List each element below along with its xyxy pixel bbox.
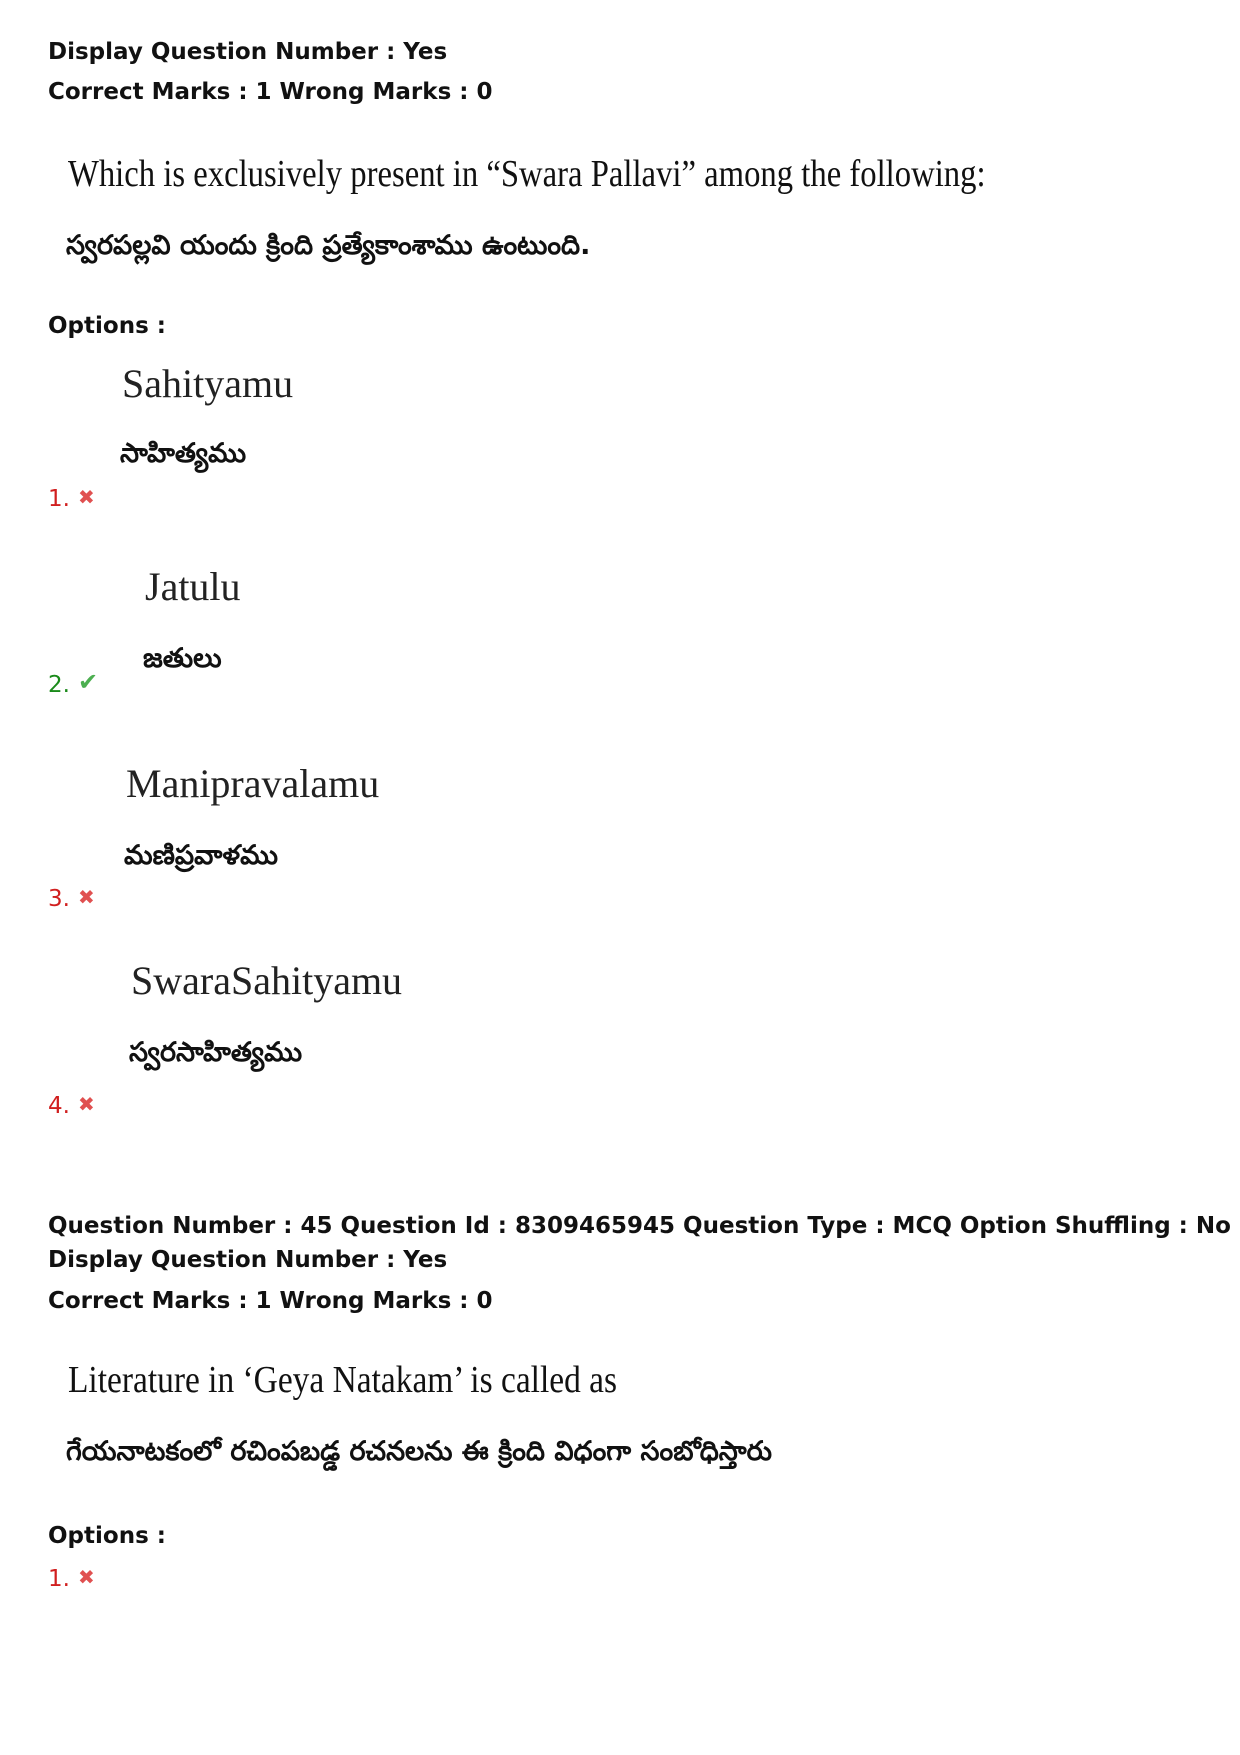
option-2-number [48,668,98,699]
options-label: Options : [48,1523,166,1549]
question-text-telugu: స్వరపల్లవి యందు క్రింది ప్రత్యేకాంశాము ఉంటుంది. [66,230,591,261]
wrong-mark-icon: ✖ [77,1565,95,1589]
wrong-mark-icon: ✖ [77,885,95,909]
option-number-text: 3. [48,886,70,912]
option-1-number [48,483,95,513]
option-2-english: Jatulu [145,564,241,609]
option-number-text: 2. [48,672,70,698]
option-number-text: 1. [48,1566,70,1592]
options-label: Options : [48,313,166,339]
display-question-number: Display Question Number : Yes [48,39,448,65]
option-3-number [48,883,95,913]
marks-info: Correct Marks : 1 Wrong Marks : 0 [48,1288,493,1314]
option-1-telugu: సాహిత్యము [120,438,247,469]
option-3-telugu: మణిప్రవాళము [124,840,278,871]
wrong-mark-icon: ✖ [77,1092,95,1116]
wrong-mark-icon: ✖ [77,485,95,509]
option-1-number [48,1563,95,1593]
question-text-english: Literature in ‘Geya Natakam’ is called as [68,1359,618,1401]
option-1-english: Sahityamu [122,361,294,406]
option-4-number [48,1090,95,1120]
question-header: Question Number : 45 Question Id : 8309465945 Question Type : MCQ Option Shuffling : No [48,1213,1231,1239]
option-number-text: 4. [48,1093,70,1119]
option-4-english: SwaraSahityamu [131,958,403,1003]
marks-info: Correct Marks : 1 Wrong Marks : 0 [48,79,493,105]
display-question-number: Display Question Number : Yes [48,1247,448,1273]
question-text-english: Which is exclusively present in “Swara Pallavi” among the following: [68,153,986,195]
correct-check-icon: ✔ [77,668,99,696]
question-text-telugu: గేయనాటకంలో రచింపబడ్డ రచనలను ఈ క్రింది విధంగా సంబోధిస్తారు [66,1436,772,1467]
option-2-telugu: జతులు [143,643,222,674]
option-number-text: 1. [48,486,70,512]
option-3-english: Manipravalamu [126,761,380,806]
option-4-telugu: స్వరసాహిత్యము [129,1037,303,1068]
